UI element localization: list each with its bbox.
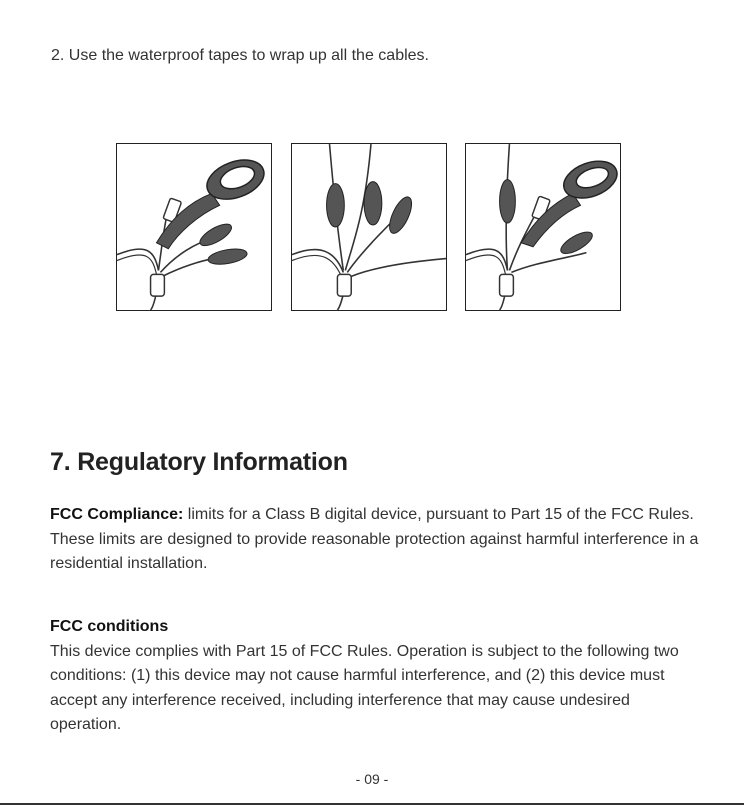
illustration-panel-2 <box>291 143 447 311</box>
fcc-conditions-heading: FCC conditions <box>50 618 169 635</box>
cable-wrapping-in-progress-icon <box>466 144 620 310</box>
illustration-row <box>116 143 622 312</box>
fcc-conditions-paragraph <box>50 615 700 738</box>
fcc-conditions-text: This device complies with Part 15 of FCC Rules. Operation is subject to the following two conditions: (1) this device may not cause harmful interference, and (2) this device must accept any interference received, including interference that may cause undesired operation. <box>50 642 679 733</box>
fcc-compliance-paragraph <box>50 503 700 577</box>
illustration-panel-3 <box>465 143 621 311</box>
wrapped-cables-icon <box>292 144 446 310</box>
illustration-panel-1 <box>116 143 272 311</box>
section-title: 7. Regulatory Information <box>50 448 348 476</box>
fcc-compliance-label: FCC Compliance: <box>50 506 184 523</box>
page-number: - 09 - <box>355 771 389 787</box>
cable-with-tape-roll-icon <box>117 144 271 310</box>
fcc-compliance-text: limits for a Class B digital device, pursuant to Part 15 of the FCC Rules. These limits are designed to provide reasonable protection against harmful interference in a residential installation. <box>50 506 699 572</box>
step-instruction: 2. Use the waterproof tapes to wrap up all the cables. <box>51 47 429 64</box>
bottom-divider <box>0 803 744 805</box>
